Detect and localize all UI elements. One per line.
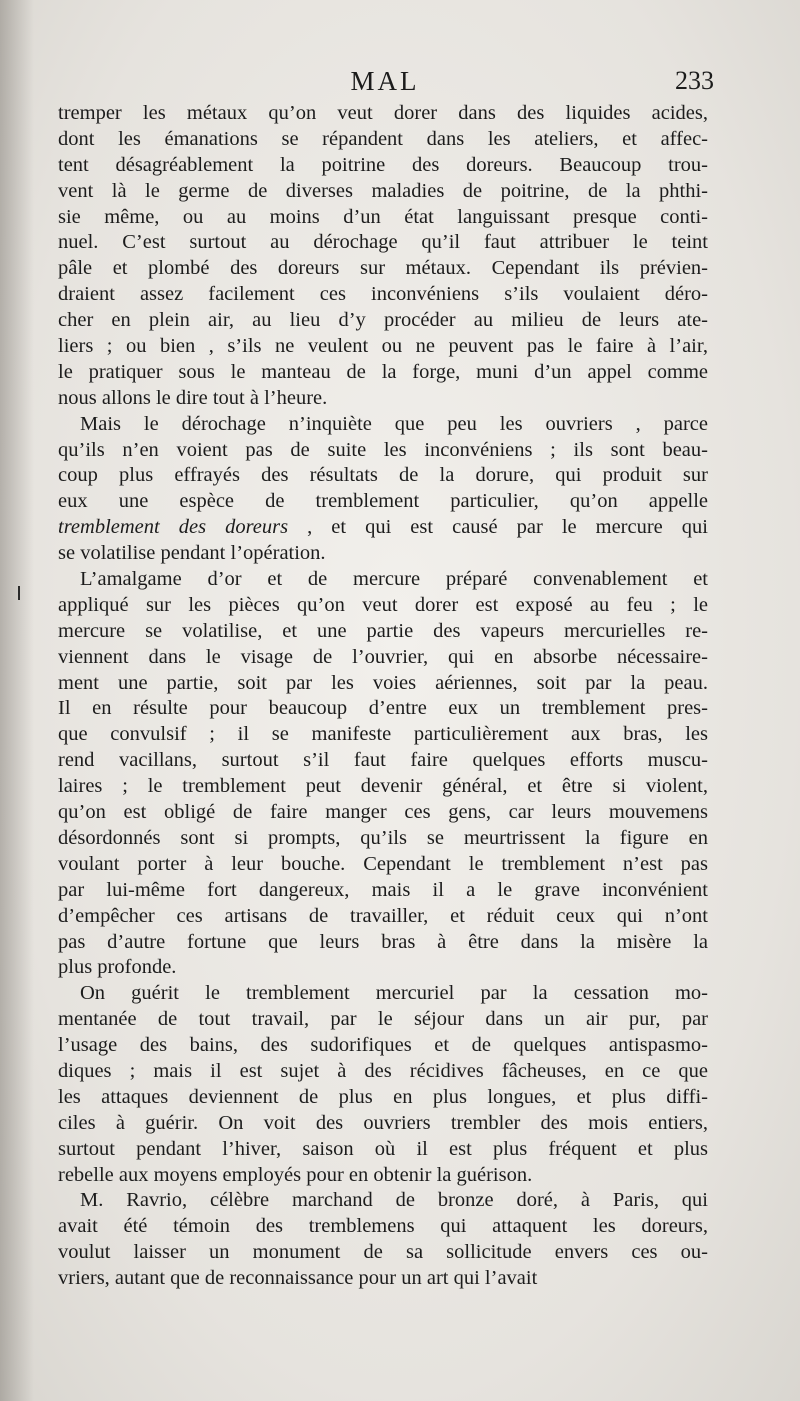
text-line: mentanée de tout travail, par le séjour dans un air pur, par [58, 1008, 708, 1031]
text-line: laires ; le tremblement peut devenir général, et être si violent, [58, 775, 708, 798]
text-line: surtout pendant l’hiver, saison où il est plus fréquent et plus [58, 1137, 708, 1160]
text-line: plus profonde. [58, 956, 177, 979]
text-line: viennent dans le visage de l’ouvrier, qui en absorbe nécessaire- [58, 645, 708, 668]
italic-term: tremblement des doreurs [58, 516, 289, 539]
text-line: nuel. C’est surtout au dérochage qu’il faut attribuer le teint [58, 231, 708, 254]
body-text [58, 101, 708, 1292]
text-line: appliqué sur les pièces qu’on veut dorer est exposé au feu ; le [58, 593, 708, 616]
running-head: MAL [350, 66, 420, 96]
text-line: Mais le dérochage n’inquiète que peu les ouvriers , parce [80, 412, 708, 435]
binding-shadow [0, 0, 34, 1401]
text-line: L’amalgame d’or et de mercure préparé convenablement et [80, 568, 708, 591]
text-line: tent désagréablement la poitrine des doreurs. Beaucoup trou- [58, 153, 708, 176]
text-line: ciles à guérir. On voit des ouvriers trembler des mois entiers, [58, 1111, 708, 1134]
page-number: 233 [675, 66, 714, 95]
text-line: rend vacillans, surtout s’il faut faire quelques efforts muscu- [58, 749, 708, 772]
paragraph [58, 1188, 708, 1292]
text-line: l’usage des bains, des sudorifiques et de quelques antispasmo- [58, 1034, 708, 1057]
text-line: qu’ils n’en voient pas de suite les inconvéniens ; ils sont beau- [58, 438, 708, 461]
text-line: eux une espèce de tremblement particulier, qu’on appelle [58, 490, 708, 513]
text-line: voulut laisser un monument de sa sollicitude envers ces ou- [58, 1241, 708, 1264]
text-line: désordonnés sont si prompts, qu’ils se meurtrissent la figure en [58, 826, 708, 849]
text-line: le pratiquer sous le manteau de la forge, muni d’un appel comme [58, 360, 708, 383]
text-line: coup plus effrayés des résultats de la dorure, qui produit sur [58, 464, 708, 487]
page-header [56, 66, 714, 96]
text-line: par lui-même fort dangereux, mais il a le grave inconvénient [58, 878, 708, 901]
text-line: draient assez facilement ces inconvéniens s’ils voulaient déro- [58, 283, 708, 306]
text-line: avait été témoin des tremblemens qui attaquent les doreurs, [58, 1215, 708, 1238]
text-line: Il en résulte pour beaucoup d’entre eux un tremblement pres- [58, 697, 708, 720]
paragraph [58, 101, 708, 412]
text-line: vent là le germe de diverses maladies de poitrine, de la phthi- [58, 179, 708, 202]
text-line: d’empêcher ces artisans de travailler, et réduit ceux qui n’ont [58, 904, 708, 927]
margin-mark [18, 586, 20, 600]
text-line: liers ; ou bien , s’ils ne veulent ou ne peuvent pas le faire à l’air, [58, 335, 708, 358]
text-line: vriers, autant que de reconnaissance pour un art qui l’avait [58, 1267, 538, 1290]
text-line: pas d’autre fortune que leurs bras à être dans la misère la [58, 930, 708, 953]
paragraph [58, 981, 708, 1188]
text-line: que convulsif ; il se manifeste particulièrement aux bras, les [58, 723, 708, 746]
text-line: M. Ravrio, célèbre marchand de bronze doré, à Paris, qui [80, 1189, 708, 1212]
text-line: tremblement des doreurs , et qui est causé par le mercure qui [58, 516, 708, 539]
text-line: diques ; mais il est sujet à des récidives fâcheuses, en ce que [58, 1059, 708, 1082]
text-line: nous allons le dire tout à l’heure. [58, 386, 328, 409]
text-line: qu’on est obligé de faire manger ces gens, car leurs mouvemens [58, 801, 708, 824]
text-line: sie même, ou au moins d’un état languissant presque conti- [58, 205, 708, 228]
paragraph [58, 567, 708, 981]
text-line: mercure se volatilise, et une partie des vapeurs mercurielles re- [58, 619, 708, 642]
text-line: dont les émanations se répandent dans les ateliers, et affec- [58, 127, 708, 150]
text-line: On guérit le tremblement mercuriel par la cessation mo- [80, 982, 708, 1005]
text-line: se volatilise pendant l’opération. [58, 542, 326, 565]
text-line: cher en plein air, au lieu d’y procéder au milieu de leurs ate- [58, 309, 708, 332]
text-line: voulant porter à leur bouche. Cependant le tremblement n’est pas [58, 852, 708, 875]
text-line: ment une partie, soit par les voies aériennes, soit par la peau. [58, 671, 708, 694]
text-line: rebelle aux moyens employés pour en obtenir la guérison. [58, 1163, 533, 1186]
text-line: tremper les métaux qu’on veut dorer dans des liquides acides, [58, 102, 708, 124]
text-line: les attaques deviennent de plus en plus longues, et plus diffi- [58, 1085, 708, 1108]
text-line: pâle et plombé des doreurs sur métaux. Cependant ils prévien- [58, 257, 708, 280]
paragraph [58, 412, 708, 567]
